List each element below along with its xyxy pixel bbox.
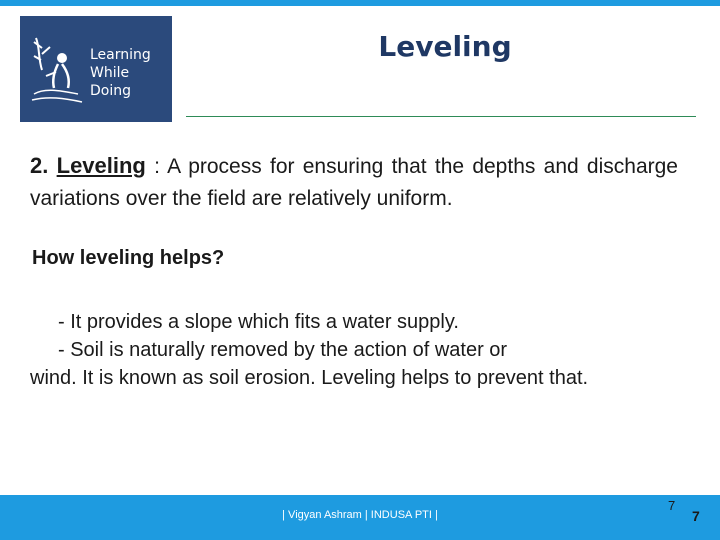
page-number-repeat: 7	[692, 508, 700, 524]
farmer-plant-icon	[28, 28, 88, 110]
logo-line-3: Doing	[90, 83, 131, 99]
bullet-line-1: - It provides a slope which fits a water supply.	[58, 311, 459, 333]
bullet-line-2: - Soil is naturally removed by the action of water or	[58, 339, 508, 361]
definition-number: 2.	[30, 153, 49, 178]
footer-text: | Vigyan Ashram | INDUSA PTI |	[282, 509, 438, 521]
bullet-list	[30, 308, 690, 392]
definition-text: : A process for ensuring that the depths and discharge variations over the field are relatively uniform.	[30, 155, 678, 210]
definition-paragraph	[30, 150, 678, 215]
title-underline-rule	[186, 116, 696, 117]
logo-line-2: While	[90, 65, 130, 81]
slide-title: Leveling	[378, 30, 512, 63]
logo-line-1: Learning	[90, 47, 151, 63]
top-accent-bar	[0, 0, 720, 6]
learning-while-doing-logo	[20, 16, 172, 122]
definition-term: Leveling	[56, 153, 146, 178]
page-number: 7	[668, 498, 676, 513]
question-heading: How leveling helps?	[32, 247, 225, 269]
bullet-line-3: wind. It is known as soil erosion. Leveling helps to prevent that.	[30, 367, 589, 389]
logo-text	[90, 46, 151, 100]
